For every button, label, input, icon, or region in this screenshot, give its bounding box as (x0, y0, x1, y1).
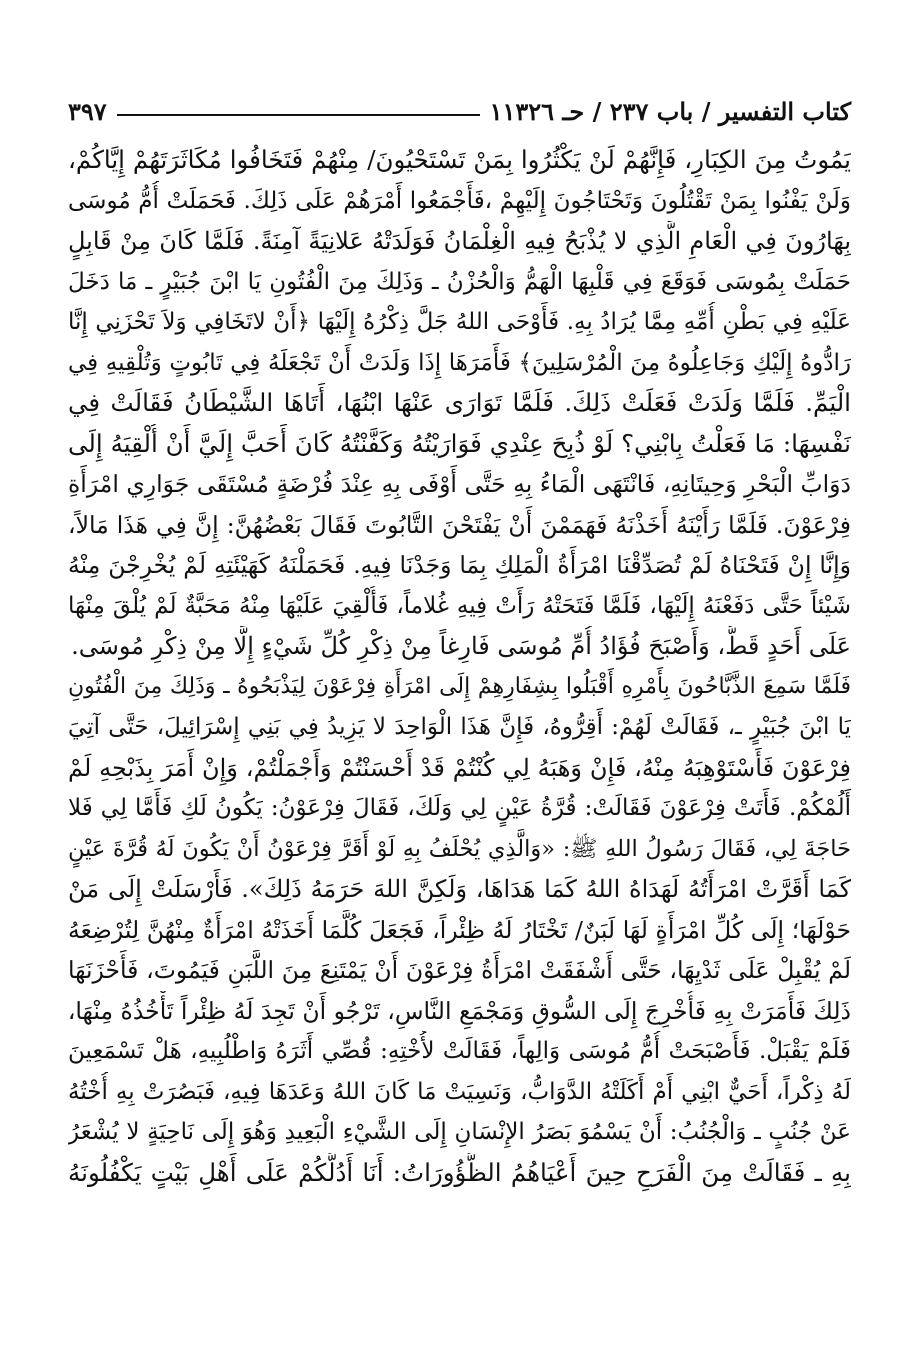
header-rule (117, 114, 480, 116)
text-line: بِهَارُونَ فِي الْعَامِ الَّذِي لا يُذْبَحُ فِيهِ الْغِلْمَانُ فَوَلَدَتْهُ عَلانِيَةً آمِنَةً. فَلَمَّا كَانَ مِنْ قَابِلٍ (68, 227, 851, 255)
text-line: عَلَيْهِ فِي بَطْنِ أُمِّهِ مِمَّا يُرَادُ بِهِ. فَأَوْحَى اللهُ جَلَّ ذِكْرُهُ إِلَيْهَا ﴿أَنْ لاتَخَافِي وَلاَ تَحْزَنِي إِنَّا (68, 309, 851, 335)
text-line: كَمَا أَقَرَّتْ امْرَأَتُهُ لَهَدَاهُ اللهُ كَمَا هَدَاهَا، وَلَكِنَّ اللهَ حَرَمَهُ ذَلِكَ». فَأَرْسَلَتْ إِلَى مَنْ (68, 875, 851, 903)
text-line: يَا ابْنَ جُبَيْرٍ ـ، فَقَالَتْ لَهُمْ: أَقِرُّوهُ، فَإِنَّ هَذَا الْوَاحِدَ لا يَزِيدُ فِي بَنِي إِسْرَائِيلَ، حَتَّى آتِيَ (68, 714, 851, 740)
text-line: يَمُوتُ مِنَ الكِبَارِ، فَإِنَّهُمْ لَنْ يَكْثُرُوا بِمَنْ تَسْتَحْيُونَ/ مِنْهُمْ فَتَخَافُوا مُكَاثَرَتَهُمْ إِيَّاكُمْ، (68, 145, 851, 174)
text-line: عَنْ جُنُبٍ ـ وَالْجُنُبُ: أَنْ يَسْمُوَ بَصَرُ الإِنْسَانِ إِلَى الشَّيْءِ الْبَعِيدِ وَهُوَ إِلَى نَاحِيَةٍ لا يُشْعَرُ (68, 1119, 851, 1145)
text-line: شَيْئاً حَتَّى دَفَعْنَهُ إِلَيْهَا، فَلَمَّا فَتَحَتْهُ رَأَتْ فِيهِ غُلاماً، فَأُلْقِيَ عَلَيْهَا مِنْهُ مَحَبَّةٌ لَمْ يُلْقَ مِنْهَا (68, 592, 851, 619)
text-line: حَوْلَهَا؛ إِلَى كُلِّ امْرَأَةٍ لَهَا لَبَنٌ/ تَخْتَارُ لَهُ ظِئْراً، فَجَعَلَ كُلَّمَا أَخَذَتْهُ امْرَأَةٌ مِنْهُنَّ لِتُرْضِعَهُ (68, 915, 851, 944)
text-line: فِرْعَوْنَ فَأَسْتَوْهِبَهُ مِنْهُ، فَإِنْ وَهَبَهُ لِي كُنْتُمْ قَدْ أَحْسَنْتُمْ وَأَجْمَلْتُمْ، وَإِنْ أَمَرَ بِذَبْحِهِ لَمْ (68, 753, 851, 782)
text-line: فَلَمْ يَقْبَلْ. فَأَصْبَحَتْ أُمُّ مُوسَى وَالِهاً، فَقَالَتْ لأُخْتِهِ: قُصِّي أَثَرَهُ وَاطْلُبِيهِ، هَلْ تَسْمَعِينَ (68, 1038, 851, 1064)
text-line: نَفْسِهَا: مَا فَعَلْتُ بِابْنِي؟ لَوْ ذُبِحَ عِنْدِي فَوَارَيْتُهُ وَكَفَّنْتُهُ كَانَ أَحَبَّ إِلَيَّ أَنْ أُلْقِيَهُ إِلَى (68, 428, 851, 458)
text-line: رَادُّوهُ إِلَيْكِ وَجَاعِلُوهُ مِنَ الْمُرْسَلِينَ﴾ فَأَمَرَهَا إِذَا وَلَدَتْ أَنْ تَجْعَلَهُ فِي تَابُوتٍ وَتُلْقِيهِ فِي (68, 349, 851, 376)
text-line: حَاجَةَ لِي، فَقَالَ رَسُولُ اللهِ ﷺ: «وَالَّذِي يُحْلَفُ بِهِ لَوْ أَقَرَّ فِرْعَوْنُ أَنْ يَكُونَ لَهُ قُرَّةَ عَيْنٍ (68, 835, 851, 862)
body-text (68, 140, 851, 1193)
text-line: فِرْعَوْنَ. فَلَمَّا رَأَيْنَهُ أَخَذْنَهُ فَهَمَمْنَ أَنْ يَفْتَحْنَ التَّابُوتَ فَقَالَ بَعْضُهُنَّ: إِنَّ فِي هَذَا مَالاً، (68, 510, 851, 539)
text-line: لَهُ ذِكْراً، أَحَيٌّ ابْنِي أَمْ أَكَلَتْهُ الدَّوَابُّ، وَنَسِيَتْ مَا كَانَ اللهُ وَعَدَهَا فِيهِ، فَبَصُرَتْ بِهِ أُخْتُهُ (68, 1078, 851, 1105)
text-line: لَمْ يُقْبِلْ عَلَى ثَدْيِهَا، حَتَّى أَشْفَقَتْ امْرَأَةُ فِرْعَوْنَ أَنْ يَمْتَنِعَ مِنَ اللَّبَنِ فَيَمُوتَ، فَأَحْزَنَهَا (68, 956, 851, 984)
text-line: وَلَنْ يَفْنُوا بِمَنْ تَقْتُلُونَ وَتَحْتَاجُونَ إِلَيْهِمْ ،فَأَجْمَعُوا أَمْرَهُمْ عَلَى ذَلِكَ. فَحَمَلَتْ أُمُّ مُوسَى (68, 187, 851, 214)
text-line: أَلُمْكُمْ. فَأَتَتْ فِرْعَوْنَ فَقَالَتْ: قُرَّةُ عَيْنٍ لِي وَلَكَ، فَقَالَ فِرْعَوْنُ: يَكُونُ لَكِ فَأَمَّا لِي فَلا (68, 795, 851, 821)
text-line: دَوَابِّ الْبَحْرِ وَحِيتَانِهِ، فَانْتَهَى الْمَاءُ بِهِ حَتَّى أَوْفَى بِهِ عِنْدَ فُرْضَةٍ مُسْتَقَى جَوَارِي امْرَأَةِ (68, 470, 851, 498)
text-line: الْيَمِّ. فَلَمَّا وَلَدَتْ فَعَلَتْ ذَلِكَ. فَلَمَّا تَوَارَى عَنْهَا ابْنُهَا، أَتَاهَا الشَّيْطَانُ فَقَالَتْ فِي (68, 388, 851, 417)
text-line: وَإِنَّا إِنْ فَتَحْنَاهُ لَمْ تُصَدِّقْنَا امْرَأَةُ الْمَلِكِ بِمَا وَجَدْنَا فِيهِ. فَحَمَلْنَهُ كَهَيْئَتِهِ لَمْ يُخْرِجْنَ مِنْهُ (68, 551, 851, 579)
text-line: فَلَمَّا سَمِعَ الذَّبَّاحُونَ بِأَمْرِهِ أَقْبَلُوا بِشِفَارِهِمْ إِلَى امْرَأَةِ فِرْعَوْنَ لِيَذْبَحُوهُ ـ وَذَلِكَ مِنَ الْفُتُونِ (68, 673, 851, 699)
text-line: حَمَلَتْ بِمُوسَى فَوَقَعَ فِي قَلْبِهَا الْهَمُّ وَالْحُزْنُ ـ وَذَلِكَ مِنَ الْفُتُونِ يَا ابْنَ جُبَيْرٍ ـ مَا دَخَلَ (68, 268, 851, 295)
running-title: كتاب التفسير / باب ٢٣٧ / حـ ١١٣٢٦ (489, 97, 851, 126)
text-line: عَلَى أَحَدٍ قَطُّ، وَأَصْبَحَ فُؤَادُ أُمِّ مُوسَى فَارِغاً مِنْ ذِكْرِ كُلِّ شَيْءٍ إِلَّا مِنْ ذِكْرِ مُوسَى. (71, 632, 851, 660)
text-line: ذَلِكَ فَأَمَرَتْ بِهِ فَأُخْرِجَ إِلَى السُّوقِ وَمَجْمَعِ النَّاسِ، تَرْجُو أَنْ تَجِدَ لَهُ ظِئْراً تَأْخُذُهُ مِنْهَا، (68, 996, 851, 1025)
text-line: بِهِ ـ فَقَالَتْ مِنَ الْفَرَحِ حِينَ أَعْيَاهُمُ الظُّؤُورَاتُ: أَنَا أَدُلُّكُمْ عَلَى أَهْلِ بَيْتٍ يَكْفُلُونَهُ (68, 1157, 851, 1187)
page-header (68, 84, 851, 124)
page-number: ٣٩٧ (68, 97, 107, 126)
